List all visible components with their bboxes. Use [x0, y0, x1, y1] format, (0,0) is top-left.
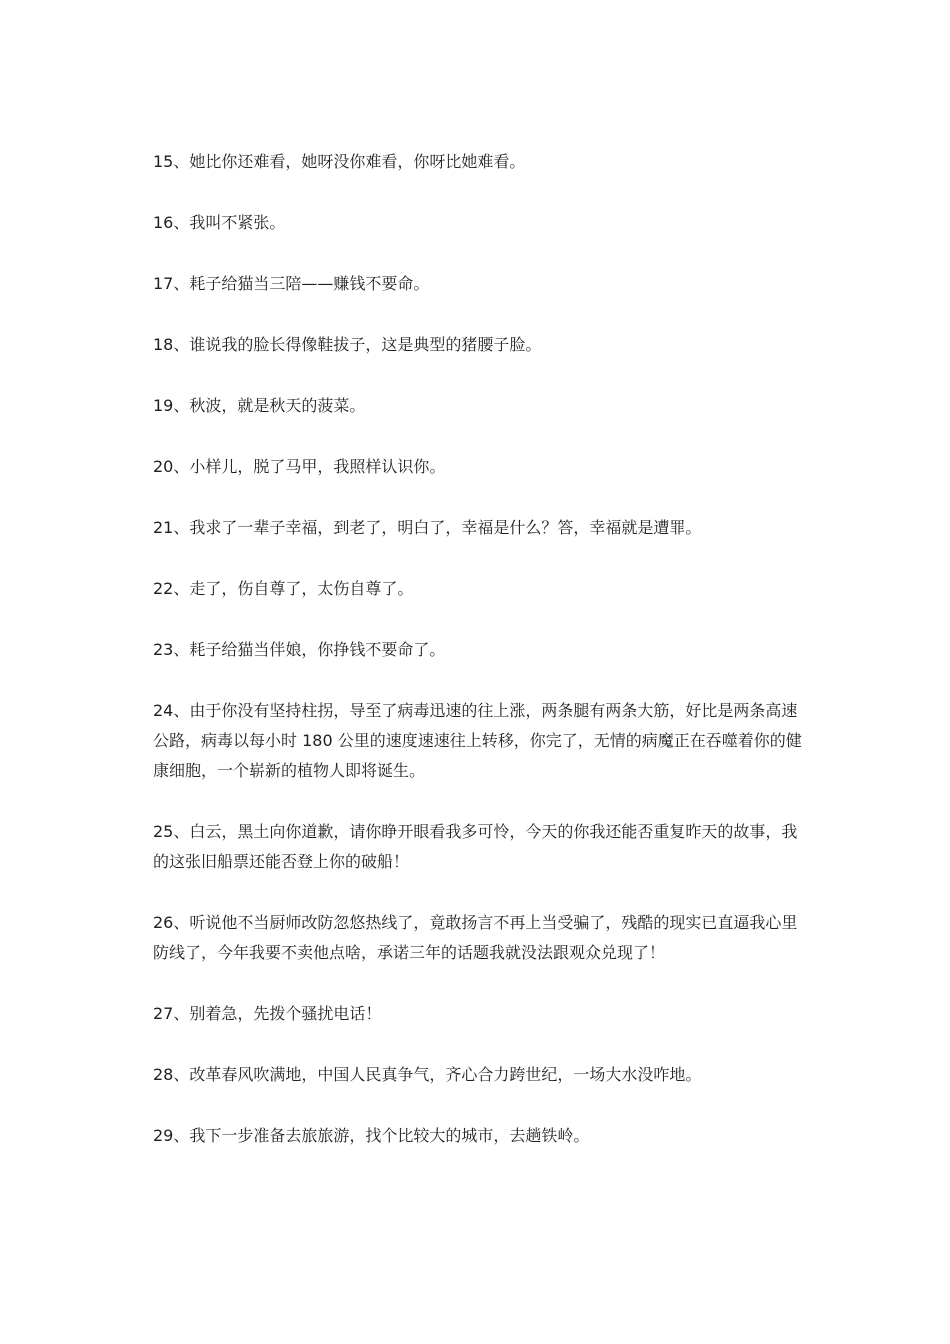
paragraph-29: 29、我下一步准备去旅旅游，找个比较大的城市，去趟铁岭。	[153, 1126, 590, 1145]
paragraph-16: 16、我叫不紧张。	[153, 213, 286, 232]
paragraph-17: 17、耗子给猫当三陪——赚钱不要命。	[153, 274, 430, 293]
paragraph-15: 15、她比你还难看，她呀没你难看，你呀比她难看。	[153, 152, 526, 171]
paragraph-22: 22、走了，伤自尊了，太伤自尊了。	[153, 579, 414, 598]
paragraph-26: 26、听说他不当厨师改防忽悠热线了，竟敢扬言不再上当受骗了，残酷的现实已直逼我心里防线了，今年我要不卖他点啥，承诺三年的话题我就没法跟观众兑现了！	[153, 913, 798, 962]
paragraph-28: 28、改革春风吹满地，中国人民真争气，齐心合力跨世纪，一场大水没咋地。	[153, 1065, 702, 1084]
paragraph-20: 20、小样儿，脱了马甲，我照样认识你。	[153, 457, 446, 476]
paragraph-24: 24、由于你没有坚持柱拐，导至了病毒迅速的往上涨，两条腿有两条大筋，好比是两条高速公路，病毒以每小时 180 公里的速度速速往上转移，你完了，无情的病魔正在吞噬着你的健康细胞，一个崭新的植物人即将诞生。	[153, 701, 802, 780]
paragraph-18: 18、谁说我的脸长得像鞋拔子，这是典型的猪腰子脸。	[153, 335, 542, 354]
paragraph-25: 25、白云，黑土向你道歉，请你睁开眼看我多可怜，今天的你我还能否重复昨天的故事，我的这张旧船票还能否登上你的破船！	[153, 822, 798, 871]
paragraph-23: 23、耗子给猫当伴娘，你挣钱不要命了。	[153, 640, 446, 659]
paragraph-19: 19、秋波，就是秋天的菠菜。	[153, 396, 366, 415]
document-body	[153, 147, 805, 1182]
paragraph-27: 27、别着急，先拨个骚扰电话！	[153, 1004, 382, 1023]
paragraph-21: 21、我求了一辈子幸福，到老了，明白了，幸福是什么？答，幸福就是遭罪。	[153, 518, 702, 537]
